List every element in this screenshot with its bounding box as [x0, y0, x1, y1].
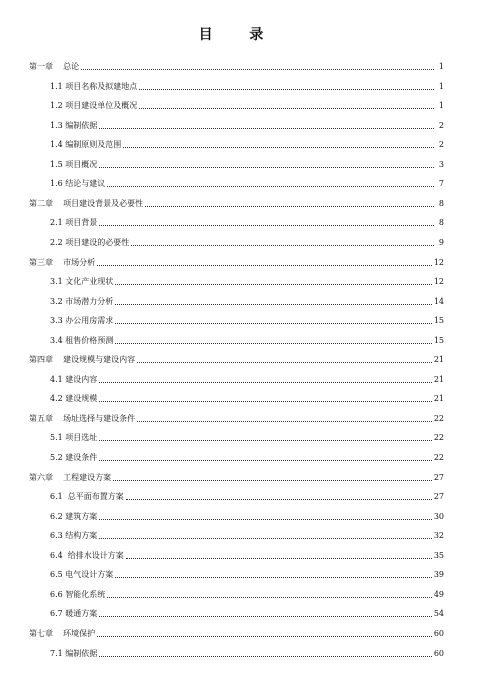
toc-dot-leader [131, 244, 434, 246]
toc-entry-page-number: 49 [433, 589, 444, 599]
toc-entry-page-number: 22 [433, 433, 444, 443]
toc-entry-label: 6.6 智能化系统 [50, 589, 106, 599]
toc-dot-leader [99, 400, 432, 402]
toc-entry-label: 6.4 给排水设计方案 [50, 550, 124, 560]
toc-chapter-entry [29, 619, 444, 639]
toc-entry-label: 3.2 市场潜力分析 [50, 296, 114, 306]
toc-dot-leader [126, 498, 432, 500]
toc-section-entry [50, 267, 444, 287]
toc-entry-page-number: 22 [433, 413, 444, 423]
toc-entry-page-number: 12 [433, 277, 444, 287]
table-of-contents [0, 50, 478, 660]
toc-dot-leader [99, 127, 434, 129]
toc-chapter-entry [29, 345, 444, 365]
toc-section-entry [50, 541, 444, 561]
toc-dot-leader [99, 459, 432, 461]
toc-entry-label: 第二章 项目建设背景及必要性 [29, 198, 144, 208]
toc-entry-label: 3.4 租售价格预测 [50, 335, 114, 345]
toc-entry-page-number: 3 [438, 159, 444, 169]
toc-entry-page-number: 32 [433, 531, 444, 541]
toc-dot-leader [137, 420, 432, 422]
toc-dot-leader [139, 107, 434, 109]
toc-dot-leader [99, 655, 432, 657]
toc-entry-label: 6.7 暖通方案 [50, 609, 98, 619]
toc-entry-label: 第六章 工程建设方案 [29, 472, 112, 482]
toc-entry-label: 3.1 文化产业现状 [50, 277, 114, 287]
toc-dot-leader [115, 283, 432, 285]
toc-chapter-entry [29, 248, 444, 268]
toc-entry-page-number: 21 [433, 374, 444, 384]
toc-section-entry [50, 111, 444, 131]
toc-dot-leader [139, 88, 434, 90]
toc-entry-page-number: 7 [438, 179, 444, 189]
toc-entry-page-number: 8 [438, 198, 444, 208]
toc-dot-leader [113, 479, 432, 481]
toc-dot-leader [145, 205, 434, 207]
toc-entry-page-number: 14 [433, 296, 444, 306]
toc-section-entry [50, 228, 444, 248]
toc-section-entry [50, 91, 444, 111]
toc-dot-leader [99, 224, 434, 226]
toc-section-entry [50, 287, 444, 307]
toc-entry-page-number: 60 [433, 648, 444, 658]
toc-entry-label: 4.2 建设规模 [50, 394, 98, 404]
toc-entry-page-number: 39 [433, 570, 444, 580]
toc-dot-leader [107, 596, 432, 598]
toc-entry-page-number: 12 [433, 257, 444, 267]
toc-section-entry [50, 639, 444, 659]
toc-chapter-entry [29, 189, 444, 209]
toc-entry-page-number: 27 [433, 472, 444, 482]
toc-dot-leader [107, 185, 434, 187]
toc-entry-page-number: 9 [438, 237, 444, 247]
toc-entry-label: 1.2 项目建设单位及概况 [50, 101, 138, 111]
toc-entry-page-number: 27 [433, 492, 444, 502]
toc-section-entry [50, 502, 444, 522]
toc-entry-page-number: 35 [433, 550, 444, 560]
toc-entry-page-number: 21 [433, 394, 444, 404]
toc-section-entry [50, 169, 444, 189]
toc-dot-leader [99, 518, 432, 520]
toc-entry-page-number: 15 [433, 335, 444, 345]
toc-entry-label: 第七章 环境保护 [29, 628, 96, 638]
page-title: 目 录 [198, 27, 280, 43]
toc-entry-label: 第四章 建设规模与建设内容 [29, 355, 136, 365]
toc-entry-page-number: 54 [433, 609, 444, 619]
toc-entry-page-number: 30 [433, 511, 444, 521]
toc-dot-leader [115, 322, 432, 324]
toc-section-entry [50, 72, 444, 92]
toc-entry-label: 5.2 建设条件 [50, 453, 98, 462]
toc-entry-label: 6.1 总平面布置方案 [50, 492, 124, 502]
toc-entry-label: 2.2 项目建设的必要性 [50, 237, 130, 247]
toc-entry-page-number: 8 [438, 218, 444, 228]
toc-dot-leader [99, 439, 432, 441]
toc-entry-label: 4.1 建设内容 [50, 374, 98, 384]
toc-chapter-entry [29, 52, 444, 72]
toc-entry-page-number: 21 [433, 355, 444, 365]
toc-entry-page-number: 1 [438, 81, 444, 91]
toc-entry-label: 第三章 市场分析 [29, 257, 96, 267]
toc-dot-leader [97, 264, 432, 266]
toc-dot-leader [97, 635, 432, 637]
toc-entry-page-number: 1 [438, 62, 444, 71]
toc-entry-page-number: 15 [433, 316, 444, 326]
toc-entry-label: 3.3 办公用房需求 [50, 316, 114, 326]
toc-entry-label: 1.4 编制原则及范围 [50, 140, 122, 150]
toc-section-entry [50, 560, 444, 580]
toc-dot-leader [99, 615, 432, 617]
toc-chapter-entry [29, 404, 444, 424]
toc-section-entry [50, 306, 444, 326]
toc-entry-page-number: 2 [438, 120, 444, 130]
toc-entry-label: 7.1 编制依据 [50, 648, 98, 658]
toc-dot-leader [81, 68, 434, 70]
toc-dot-leader [115, 303, 432, 305]
toc-dot-leader [137, 361, 432, 363]
toc-entry-page-number: 2 [438, 140, 444, 150]
toc-entry-label: 6.5 电气设计方案 [50, 570, 114, 580]
toc-section-entry [50, 384, 444, 404]
toc-entry-label: 1.3 编制依据 [50, 120, 98, 130]
toc-entry-label: 5.1 项目选址 [50, 433, 98, 443]
toc-entry-label: 1.6 结论与建议 [50, 179, 106, 189]
toc-entry-label: 1.5 项目概况 [50, 159, 98, 169]
toc-section-entry [50, 580, 444, 600]
toc-dot-leader [99, 381, 432, 383]
toc-dot-leader [115, 576, 432, 578]
toc-section-entry [50, 326, 444, 346]
toc-entry-page-number: 60 [433, 628, 444, 638]
toc-dot-leader [99, 537, 432, 539]
toc-entry-label: 第一章 总论 [29, 62, 80, 71]
toc-entry-label: 1.1 项目名称及拟建地点 [50, 81, 138, 91]
toc-dot-leader [99, 166, 434, 168]
toc-section-entry [50, 599, 444, 619]
toc-entry-label: 6.3 结构方案 [50, 531, 98, 541]
toc-section-entry [50, 365, 444, 385]
toc-entry-page-number: 22 [433, 453, 444, 462]
toc-section-entry [50, 423, 444, 443]
toc-section-entry [50, 482, 444, 502]
toc-section-entry [50, 130, 444, 150]
toc-entry-page-number: 1 [438, 101, 444, 111]
toc-entry-label: 6.2 建筑方案 [50, 511, 98, 521]
toc-section-entry [50, 208, 444, 228]
toc-section-entry [50, 521, 444, 541]
toc-chapter-entry [29, 463, 444, 483]
toc-entry-label: 2.1 项目背景 [50, 218, 98, 228]
toc-entry-label: 第五章 场址选择与建设条件 [29, 413, 136, 423]
toc-section-entry [50, 443, 444, 463]
toc-dot-leader [123, 146, 434, 148]
toc-dot-leader [126, 557, 432, 559]
toc-section-entry [50, 150, 444, 170]
toc-dot-leader [115, 342, 432, 344]
